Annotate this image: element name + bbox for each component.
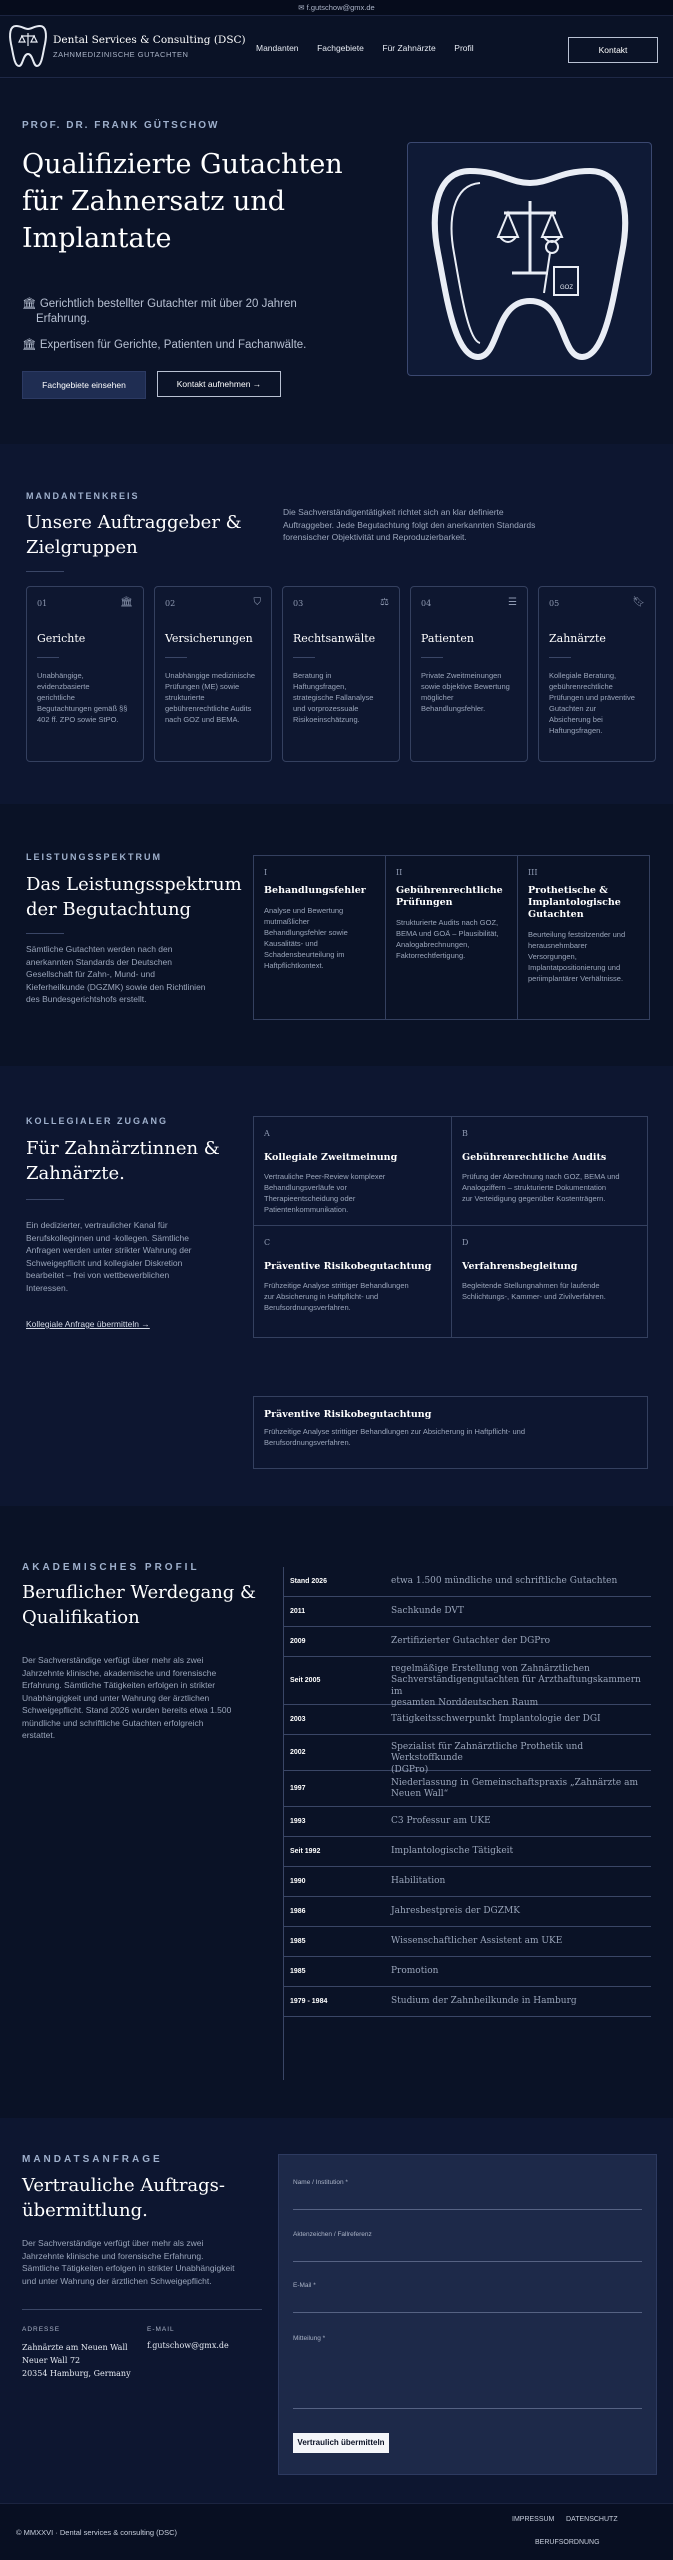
hero-eyebrow: PROF. DR. FRANK GÜTSCHOW — [22, 120, 220, 131]
timeline-text — [391, 1714, 647, 1726]
text-line: Behandlungsfehler sowie — [264, 928, 348, 937]
address-label: ADRESSE — [22, 2326, 61, 2333]
card-number: 02 — [165, 599, 176, 608]
card-text — [421, 670, 517, 714]
title-line: Gebührenrechtliche — [396, 885, 503, 896]
text-line: Beurteilung festsitzender und — [528, 930, 626, 939]
text-line: Tätigkeitsschwerpunkt Implantologie der DGI — [391, 1714, 601, 1725]
brand-subtitle: ZAHNMEDIZINISCHE GUTACHTEN — [53, 50, 189, 59]
address-line: 20354 Hamburg, Germany — [22, 2369, 131, 2378]
cell-title: Verfahrensbegleitung — [462, 1261, 578, 1272]
service-title — [528, 885, 639, 921]
intro-line: forensischer Objektivität und Reproduzierbarkeit. — [283, 532, 467, 542]
text-line: evidenzbasierte — [37, 682, 90, 691]
text-line: Jahresbestpreis der DGZMK — [391, 1906, 520, 1917]
cell-text — [264, 1280, 440, 1313]
text-line: gebührenrechtliche — [549, 682, 613, 691]
title-line: Qualifikation — [22, 1607, 140, 1628]
timeline-text — [391, 1576, 647, 1588]
hero-section — [0, 79, 673, 444]
brand-title[interactable]: Dental Services & Consulting (DSC) — [53, 34, 246, 46]
text-line: Berufsordnungsverfahren. — [264, 1303, 351, 1312]
timeline-text — [391, 1846, 647, 1858]
bullet-text: Expertisen für Gerichte, Patienten und Fachanwälte. — [39, 339, 307, 351]
text-line: Wissenschaftlicher Assistent am UKE — [391, 1936, 563, 1947]
email-label: E-MAIL — [147, 2326, 175, 2333]
text-line: Patientenkommunikation. — [264, 1205, 349, 1214]
timeline-text — [391, 1876, 647, 1888]
card-text — [165, 670, 261, 725]
nav-zahnaerzte[interactable]: Für Zahnärzte — [382, 43, 436, 53]
text-line: periimplantärer Verhältnisse. — [528, 974, 624, 983]
service-number: I — [264, 868, 268, 877]
title-line: Für Zahnärztinnen & — [26, 1138, 220, 1159]
contact-section — [0, 2118, 673, 2503]
timeline-year: 1979 - 1984 — [290, 1998, 328, 2005]
profile-section — [0, 1507, 673, 2117]
colleague-cell — [254, 1117, 450, 1225]
timeline-row — [284, 1987, 651, 2017]
address-line: Neuer Wall 72 — [22, 2356, 81, 2365]
building-icon: 🏛︎ — [22, 298, 37, 310]
timeline-row — [284, 1807, 651, 1837]
card-divider — [549, 657, 571, 658]
colleague-cell — [254, 1226, 450, 1334]
timeline-year: 1985 — [290, 1938, 306, 1945]
text-line: Kieferheilkunde (DGZMK) sowie den Richtlinien — [26, 981, 206, 992]
timeline-row — [284, 1957, 651, 1987]
message-field[interactable] — [293, 2408, 642, 2409]
timeline-row — [284, 1705, 651, 1735]
colleague-cell — [452, 1226, 648, 1334]
timeline-text — [391, 1778, 647, 1801]
text-line: Sämtliche Tätigkeiten erfolgen in strikter Unabhängigkeit — [22, 2263, 235, 2273]
text-line: Berufsordnungsverfahren. — [264, 1438, 351, 1447]
colleague-wide-card — [253, 1396, 648, 1469]
card-title: Gerichte — [37, 632, 86, 645]
bullet-text: Erfahrung. — [36, 313, 90, 325]
text-line: Jahrzehnte klinische, akademische und forensische — [22, 1667, 217, 1678]
divider — [22, 2309, 262, 2310]
text-line: regelmäßige Erstellung von Zahnärztlichen — [391, 1663, 590, 1674]
service-cell — [386, 856, 518, 1019]
title-line: der Begutachtung — [26, 899, 192, 920]
timeline-text — [391, 1936, 647, 1948]
timeline-row — [284, 1597, 651, 1627]
profile-title — [22, 1580, 256, 1630]
card-title: Zahnärzte — [549, 632, 606, 645]
card-text — [549, 670, 645, 736]
main-nav — [256, 43, 490, 53]
text-line: Sachkunde DVT — [391, 1606, 464, 1617]
text-line: sowie objektive Bewertung — [421, 682, 510, 691]
timeline-year: Seit 2005 — [290, 1677, 321, 1684]
site-footer — [0, 2503, 673, 2560]
card-divider — [421, 657, 443, 658]
text-line: etwa 1.500 mündliche und schriftliche Gutachten — [391, 1576, 618, 1587]
client-card[interactable] — [282, 586, 400, 762]
text-line: Unabhängige, — [37, 671, 84, 680]
text-line: Jahrzehnte klinische und forensische Erfahrung. — [22, 2250, 204, 2261]
text-line: möglicher — [421, 693, 454, 702]
footer-link-berufsordnung[interactable]: BERUFSORDNUNG — [535, 2539, 600, 2546]
service-text — [396, 917, 507, 961]
text-line: Berufskolleginnen und -kollegen. Sämtliche — [26, 1232, 190, 1243]
hero-title-line: Qualifizierte Gutachten — [22, 149, 343, 180]
hero-title-line: Implantate — [22, 223, 172, 254]
text-line: mutmaßlicher — [264, 917, 310, 926]
card-number: 05 — [549, 599, 560, 608]
text-line: Gesellschaft für Zahn-, Mund- und — [26, 969, 155, 979]
hero-bullet-2 — [22, 337, 306, 351]
title-line: Prüfungen — [396, 897, 453, 908]
text-line: gerichtliche — [37, 693, 75, 702]
submit-button[interactable]: Vertraulich übermitteln — [293, 2433, 389, 2453]
timeline-text — [391, 1996, 647, 2008]
name-label: Name / Institution * — [293, 2179, 348, 2186]
contact-text — [22, 2237, 272, 2287]
email-field[interactable] — [293, 2312, 642, 2313]
service-title — [396, 885, 507, 909]
text-line: und unter Wahrung der ärztlichen Schweigepflicht. — [22, 2275, 212, 2286]
cell-letter: D — [462, 1238, 469, 1247]
text-line: anerkannten Standards der Deutschen — [26, 956, 173, 967]
title-line: Behandlungsfehler — [264, 885, 366, 896]
timeline-row — [284, 1735, 651, 1775]
text-line: Frühzeitige Analyse strittiger Behandlungen — [264, 1281, 409, 1290]
timeline-row — [284, 1897, 651, 1927]
topbar-email[interactable]: f.gutschow@gmx.de — [306, 3, 375, 12]
client-card[interactable] — [410, 586, 528, 762]
cell-title: Kollegiale Zweitmeinung — [264, 1152, 398, 1163]
text-line: Prüfung der Abrechnung nach GOZ, BEMA und — [462, 1172, 620, 1181]
text-line: Anfragen werden unter strikter Wahrung der — [26, 1245, 192, 1255]
text-line: mündliche und schriftliche Gutachten erfolgreich — [22, 1717, 204, 1728]
text-line: Zertifizierter Gutachter der DGPro — [391, 1636, 551, 1647]
footer-link-datenschutz[interactable]: DATENSCHUTZ — [566, 2516, 618, 2523]
title-line: Gutachten — [528, 909, 584, 920]
cell-title: Präventive Risikobegutachtung — [264, 1261, 432, 1272]
site-header — [0, 16, 673, 78]
client-card[interactable] — [154, 586, 272, 762]
profile-text — [22, 1654, 262, 1742]
timeline-row — [284, 1627, 651, 1657]
contact-eyebrow: MANDATSANFRAGE — [22, 2154, 163, 2165]
hero-title-line: für Zahnersatz und — [22, 186, 286, 217]
ref-field[interactable] — [293, 2261, 642, 2262]
clients-title — [26, 510, 242, 560]
timeline — [283, 1567, 650, 2080]
timeline-year: Stand 2026 — [290, 1578, 327, 1585]
text-line: Der Sachverständige verfügt über mehr als zwei — [22, 1655, 204, 1665]
service-cell — [254, 856, 386, 1019]
copyright: © MMXXVI · Dental services & consulting (DSC) — [16, 2528, 177, 2537]
text-line: Niederlassung in Gemeinschaftspraxis „Zahnärzte am — [391, 1777, 638, 1788]
timeline-year: 2009 — [290, 1638, 306, 1645]
svg-text:GOZ: GOZ — [560, 285, 573, 291]
text-line: Analogziffern – strukturierte Dokumentation — [462, 1183, 607, 1192]
text-line: Sachverständigengutachten für Arzthaftungskammern im — [391, 1675, 641, 1697]
text-line: Begutachtungen gemäß §§ — [37, 704, 128, 713]
text-line: Implantatpositionierung und — [528, 963, 621, 972]
cell-text — [264, 1171, 440, 1215]
services-eyebrow: LEISTUNGSSPEKTRUM — [26, 852, 163, 862]
card-number: 03 — [293, 599, 304, 608]
card-text — [37, 670, 133, 725]
ref-label: Aktenzeichen / Fallreferenz — [293, 2231, 372, 2238]
text-line: Strukturierte Audits nach GOZ, — [396, 918, 499, 927]
text-line: Unabhängige medizinische — [165, 671, 256, 680]
text-line: Sämtliche Gutachten werden nach den — [26, 944, 173, 954]
shield-icon: ⛉ — [253, 597, 261, 608]
email-block — [147, 2326, 229, 2350]
text-line: Schweigepflicht und kollegialer Diskretion — [26, 1257, 183, 1268]
text-line: Versorgungen, — [528, 952, 577, 961]
timeline-text — [391, 1966, 647, 1978]
text-line: Prüfungen und präventive — [549, 693, 635, 702]
cell-letter: B — [462, 1129, 468, 1138]
card-title: Patienten — [421, 632, 475, 645]
intro-line: Auftraggeber. Jede Begutachtung folgt den anerkannten Standards — [283, 519, 536, 530]
cell-letter: C — [264, 1238, 271, 1247]
cell-text — [462, 1171, 638, 1204]
text-line: nach GOZ und BEMA. — [165, 715, 240, 724]
services-grid — [253, 855, 650, 1020]
intro-line: Die Sachverständigentätigkeit richtet sich an klar definierte — [283, 507, 504, 517]
scale-icon: ⚖︎ — [380, 597, 389, 608]
colleague-request-link[interactable]: Kollegiale Anfrage übermitteln → — [26, 1319, 150, 1329]
text-line: C3 Professur am UKE — [391, 1816, 491, 1827]
text-line: Unabhängigkeit und unter Wahrung der ärztlichen — [22, 1692, 210, 1703]
tooth-illustration — [407, 142, 652, 376]
service-cell — [518, 856, 650, 1019]
card-divider — [37, 657, 59, 658]
fachgebiete-button[interactable]: Fachgebiete einsehen — [22, 371, 146, 399]
address-lines — [22, 2341, 131, 2380]
text-line: Behandlungsverläufe vor — [264, 1183, 347, 1192]
text-line: des Bundesgerichtshofs erstellt. — [26, 994, 147, 1004]
building-icon: 🏛︎ — [120, 597, 133, 608]
timeline-year: 2011 — [290, 1608, 306, 1615]
text-line: Kausalitäts- und — [264, 939, 318, 948]
timeline-year: 1990 — [290, 1878, 306, 1885]
timeline-year: 2002 — [290, 1749, 306, 1756]
text-line: Kollegiale Beratung, — [549, 671, 617, 680]
text-line: zur Absicherung in Haftpflicht- und — [264, 1292, 379, 1301]
title-line: Implantologische — [528, 897, 621, 908]
text-line: Therapieentscheidung oder — [264, 1194, 356, 1203]
cell-letter: A — [264, 1129, 270, 1138]
text-line: Gutachten zur — [549, 704, 597, 713]
text-line: strukturierte — [165, 693, 205, 702]
title-line: Prothetische & — [528, 885, 608, 896]
footer-link-impressum[interactable]: IMPRESSUM — [512, 2516, 555, 2523]
services-text — [26, 943, 236, 1006]
timeline-row — [284, 1927, 651, 1957]
text-line: Erfahrung. Sämtliche Tätigkeiten erfolgen in strikter — [22, 1680, 216, 1690]
timeline-year: 1993 — [290, 1818, 306, 1825]
text-line: 402 ff. ZPO sowie StPO. — [37, 715, 119, 724]
client-card[interactable] — [26, 586, 144, 762]
text-line: Beratung in — [293, 671, 332, 680]
contact-button[interactable]: Kontakt — [568, 37, 658, 63]
text-line: Begleitende Stellungnahmen für laufende — [462, 1281, 600, 1290]
card-text — [293, 670, 389, 725]
card-number: 04 — [421, 599, 432, 608]
contact-title — [22, 2173, 225, 2223]
text-line: Schweigepflicht. Stand 2026 wurden bereits etwa 1.500 — [22, 1705, 232, 1715]
divider — [26, 933, 64, 934]
menu-icon: ☰ — [508, 597, 517, 608]
address-block — [22, 2326, 131, 2380]
text-line: Implantologische Tätigkeit — [391, 1846, 514, 1857]
nav-profil[interactable]: Profil — [454, 43, 474, 53]
text-line: Interessen. — [26, 1282, 69, 1293]
text-line: Studium der Zahnheilkunde in Hamburg — [391, 1996, 577, 2007]
service-text — [528, 929, 639, 984]
text-line: Vertrauliche Peer-Review komplexer — [264, 1172, 386, 1181]
service-text — [264, 905, 375, 971]
mail-icon: ✉ — [298, 3, 305, 12]
text-line: Frühzeitige Analyse strittiger Behandlungen zur Absicherung in Haftpflicht- und — [264, 1427, 525, 1436]
title-line: Beruflicher Werdegang & — [22, 1582, 257, 1603]
divider — [26, 571, 64, 572]
text-line: Neuen Wall“ — [391, 1789, 449, 1799]
colleagues-title — [26, 1136, 220, 1186]
text-line: (DGPro) — [391, 1764, 429, 1775]
title-line: Vertrauliche Auftrags- — [22, 2175, 225, 2196]
timeline-row — [284, 1567, 651, 1597]
card-title: Versicherungen — [165, 632, 253, 645]
colleagues-eyebrow: KOLLEGIALER ZUGANG — [26, 1116, 168, 1126]
contact-email[interactable]: f.gutschow@gmx.de — [147, 2341, 229, 2350]
title-line: übermittlung. — [22, 2200, 148, 2221]
text-line: Promotion — [391, 1966, 439, 1977]
services-title — [26, 872, 242, 922]
email-field-label: E-Mail * — [293, 2282, 316, 2289]
timeline-year: 1985 — [290, 1968, 306, 1975]
profile-eyebrow: AKADEMISCHES PROFIL — [22, 1562, 200, 1573]
colleague-cell — [452, 1117, 648, 1225]
address-line: Zahnärzte am Neuen Wall — [22, 2343, 128, 2352]
text-line: gebührenrechtliche Audits — [165, 704, 252, 713]
text-line: erstattet. — [22, 1730, 56, 1740]
text-line: Spezialist für Zahnärztliche Prothetik und Werkstoffkunde — [391, 1741, 584, 1763]
nav-fachgebiete[interactable]: Fachgebiete — [317, 43, 364, 53]
text-line: Der Sachverständige verfügt über mehr als zwei — [22, 2238, 204, 2248]
timeline-row — [284, 1771, 651, 1807]
text-line: bearbeitet – frei von wettbewerblichen — [26, 1270, 170, 1280]
timeline-text — [391, 1606, 647, 1618]
timeline-year: 1986 — [290, 1908, 306, 1915]
bullet-text: Gerichtlich bestellter Gutachter mit über 20 Jahren — [39, 298, 297, 310]
text-line: Absicherung bei — [549, 715, 603, 724]
colleagues-text — [26, 1219, 226, 1294]
divider — [26, 1199, 64, 1200]
card-divider — [165, 657, 187, 658]
text-line: Faktorrechtfertigung. — [396, 951, 466, 960]
timeline-text — [391, 1664, 647, 1710]
text-line: Haftpflichtkontext. — [264, 961, 324, 970]
timeline-year: Seit 1992 — [290, 1848, 321, 1855]
timeline-year: 1997 — [290, 1785, 306, 1792]
text-line: Haftungsfragen, — [293, 682, 347, 691]
name-field[interactable] — [293, 2209, 642, 2210]
text-line: gesamten Norddeutschen Raum — [391, 1698, 539, 1709]
timeline-row — [284, 1837, 651, 1867]
text-line: und vorprozessuale — [293, 704, 359, 713]
text-line: strategische Fallanalyse — [293, 693, 374, 702]
text-line: Prüfungen (ME) sowie — [165, 682, 240, 691]
colleagues-section — [0, 1066, 673, 1506]
message-label: Mitteilung * — [293, 2335, 326, 2342]
card-divider — [293, 657, 315, 658]
hero-bullet-1 — [22, 297, 297, 327]
building-icon: 🏛︎ — [22, 339, 37, 351]
wide-card-title: Präventive Risikobegutachtung — [264, 1409, 432, 1420]
text-line: Analogabrechnungen, — [396, 940, 470, 949]
contact-hero-button[interactable]: Kontakt aufnehmen → — [157, 371, 281, 397]
timeline-row — [284, 1867, 651, 1897]
bookmark-icon: 🔖︎ — [632, 597, 645, 608]
contact-form — [278, 2154, 657, 2475]
nav-mandanten[interactable]: Mandanten — [256, 43, 299, 53]
colleagues-grid — [253, 1116, 648, 1338]
timeline-row — [284, 1657, 651, 1709]
timeline-text — [391, 1636, 647, 1648]
title-line: Das Leistungsspektrum — [26, 874, 242, 895]
timeline-year: 2003 — [290, 1716, 306, 1723]
service-number: III — [528, 868, 538, 877]
card-title: Rechtsanwälte — [293, 632, 376, 645]
cell-title: Gebührenrechtliche Audits — [462, 1152, 607, 1163]
text-line: herausnehmbarer — [528, 941, 588, 950]
cell-text — [462, 1280, 638, 1302]
clients-intro — [283, 506, 583, 544]
title-line: Unsere Auftraggeber & — [26, 512, 242, 533]
title-line: Zahnärzte. — [26, 1163, 125, 1184]
text-line: Habilitation — [391, 1876, 446, 1887]
text-line: Analyse und Bewertung — [264, 906, 344, 915]
clients-section — [0, 444, 673, 804]
services-section — [0, 805, 673, 1065]
text-line: Schadensbeurteilung im — [264, 950, 345, 959]
client-card[interactable] — [538, 586, 656, 762]
text-line: Behandlungsfehler. — [421, 704, 486, 713]
text-line: Haftungsfragen. — [549, 726, 603, 735]
top-bar — [0, 0, 673, 16]
hero-title — [22, 146, 343, 257]
text-line: Risikoeinschätzung. — [293, 715, 360, 724]
timeline-text — [391, 1816, 647, 1828]
clients-eyebrow: MANDANTENKREIS — [26, 491, 140, 501]
title-line: Zielgruppen — [26, 537, 138, 558]
wide-card-text — [264, 1426, 637, 1448]
text-line: zur Verteidigung gegenüber Kostenträgern. — [462, 1194, 606, 1203]
card-number: 01 — [37, 599, 48, 608]
timeline-text — [391, 1906, 647, 1918]
text-line: Private Zweitmeinungen — [421, 671, 502, 680]
text-line: Schlichtungs-, Kammer- und Zivilverfahren. — [462, 1292, 606, 1301]
service-title — [264, 885, 375, 897]
logo-icon[interactable] — [8, 22, 48, 70]
text-line: Ein dedizierter, vertraulicher Kanal für — [26, 1220, 168, 1230]
text-line: BEMA und GOÄ – Plausibilität, — [396, 929, 499, 938]
service-number: II — [396, 868, 403, 877]
